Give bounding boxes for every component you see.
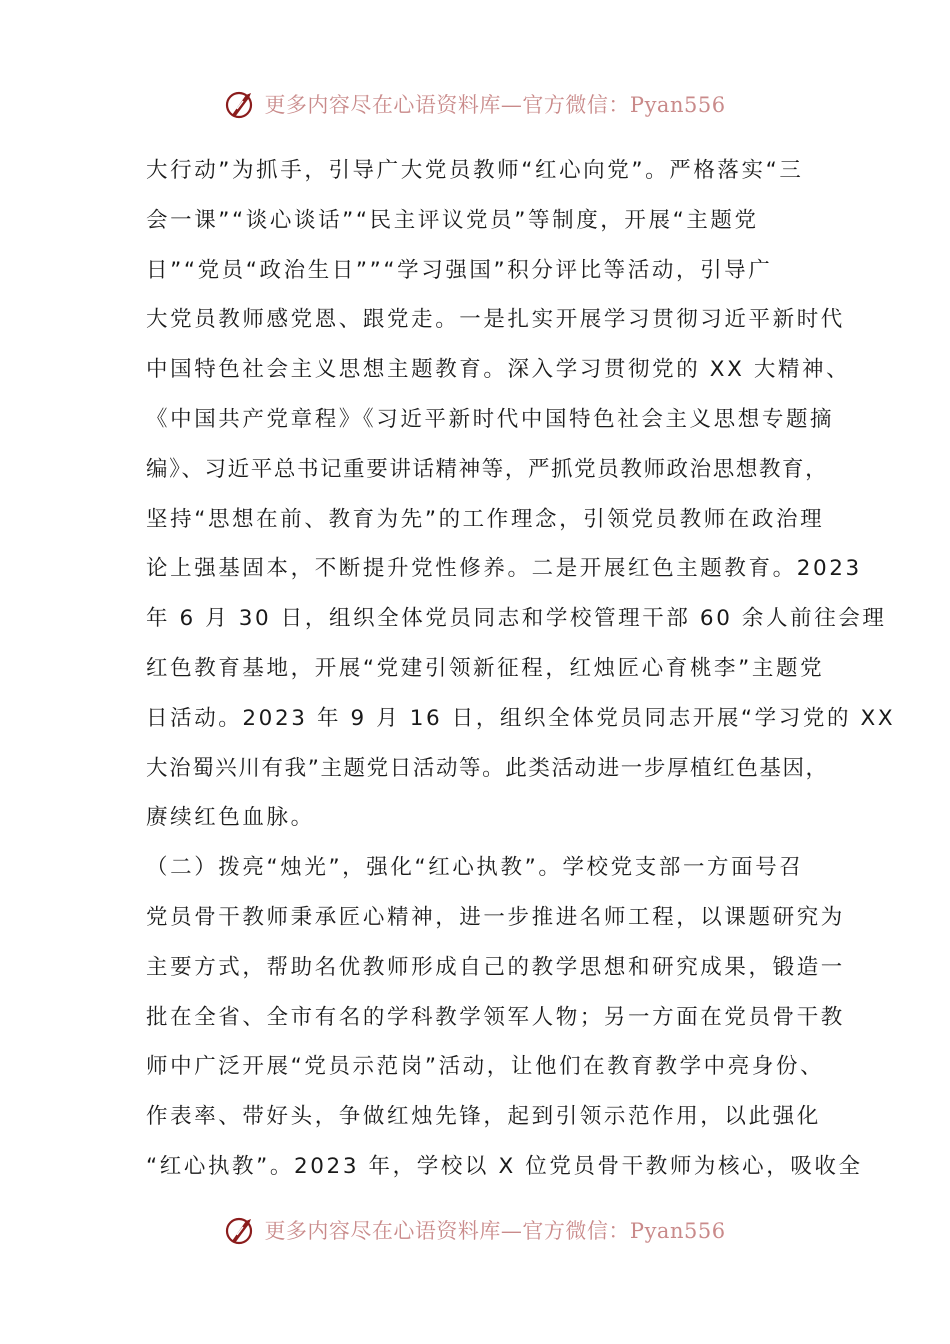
pen-nib-circle-icon (224, 87, 258, 121)
text-line: 作表率、带好头，争做红烛先锋，起到引领示范作用，以此强化 (146, 1104, 821, 1130)
text-line: 党员骨干教师秉承匠心精神，进一步推进名师工程，以课题研究为 (146, 904, 845, 930)
text-line: （二）拨亮“烛光”，强化“红心执教”。学校党支部一方面号召 (146, 855, 804, 881)
text-line: 日活动。2023 年 9 月 16 日，组织全体党员同志开展“学习党的 XX (146, 705, 896, 731)
text-line: 赓续红色血脉。 (146, 805, 315, 831)
text-line: 大治蜀兴川有我”主题党日活动等。此类活动进一步厚植红色基因， (146, 755, 829, 781)
text-line: 中国特色社会主义思想主题教育。深入学习贯彻党的 XX 大精神、 (146, 357, 851, 383)
text-line: 年 6 月 30 日，组织全体党员同志和学校管理干部 60 余人前往会理 (146, 606, 887, 632)
text-line: 坚持“思想在前、教育为先”的工作理念，引领党员教师在政治理 (146, 506, 825, 532)
text-line: 批在全省、全市有名的学科教学领军人物；另一方面在党员骨干教 (146, 1004, 845, 1030)
text-line: 日”“党员“政治生日””“学习强国”积分评比等活动，引导广 (146, 257, 773, 283)
text-line: 大行动”为抓手，引导广大党员教师“红心向党”。严格落实“三 (146, 158, 804, 183)
pen-nib-circle-icon (224, 1213, 258, 1247)
banner-text: 更多内容尽在心语资料库—官方微信：Pyan556 (264, 93, 726, 117)
text-line: 师中广泛开展“党员示范岗”活动，让他们在教育教学中亮身份、 (146, 1054, 825, 1080)
text-line: 编》、习近平总书记重要讲话精神等，严抓党员教师政治思想教育， (146, 456, 829, 482)
text-line: 大党员教师感党恩、跟党走。一是扎实开展学习贯彻习近平新时代 (146, 307, 845, 333)
text-line: 红色教育基地，开展“党建引领新征程，红烛匠心育桃李”主题党 (146, 655, 825, 681)
document-body (146, 146, 896, 1192)
text-line: 论上强基固本，不断提升党性修养。二是开展红色主题教育。2023 (146, 556, 862, 582)
text-line: 《中国共产党章程》《习近平新时代中国特色社会主义思想专题摘 (146, 406, 835, 432)
text-line: 会一课”“谈心谈话”“民主评议党员”等制度，开展“主题党 (146, 207, 759, 233)
banner-text: 更多内容尽在心语资料库—官方微信：Pyan556 (264, 1219, 726, 1243)
text-line: 主要方式，帮助名优教师形成自己的教学思想和研究成果，锻造一 (146, 954, 845, 980)
header-banner (0, 84, 950, 124)
footer-banner (0, 1210, 950, 1250)
text-line: “红心执教”。2023 年，学校以 X 位党员骨干教师为核心，吸收全 (146, 1153, 863, 1179)
